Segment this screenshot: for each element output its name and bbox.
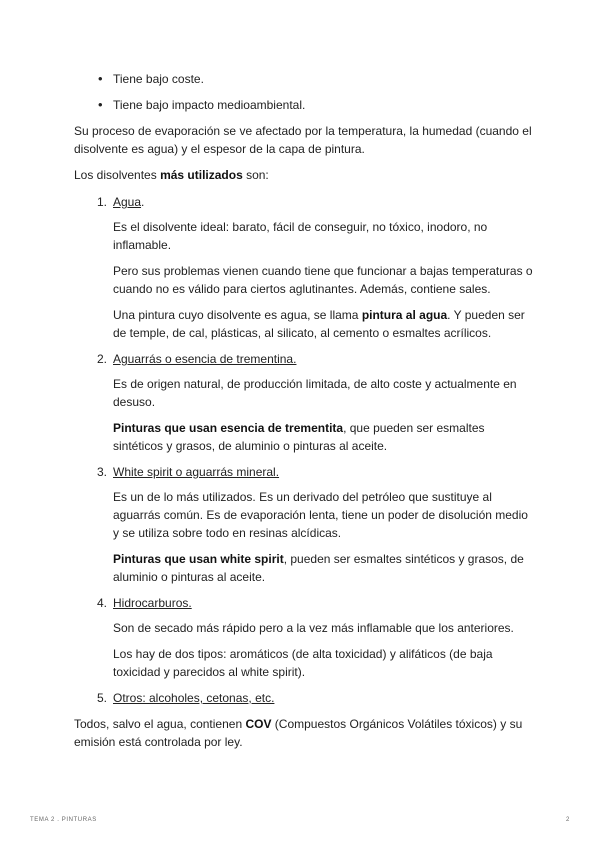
item-number: 2. [97,352,108,366]
solvents-intro-paragraph [74,166,534,184]
solvents-intro-text: Los disolventes [74,168,161,182]
list-item: • Tiene bajo impacto medioambiental. [74,96,534,114]
water-problems: Pero sus problemas vienen cuando tiene que funcionar a bajas temperaturas o cuando no es válido para ciertos aglutinantes. Además, contiene sales. [113,264,533,296]
solvent-item-turpentine [74,350,534,455]
item-number: 4. [97,596,108,610]
evaporation-paragraph: Su proceso de evaporación se ve afectado por la temperatura, la humedad (cuando el disolvente es agua) y el espesor de la capa de pintura. [74,124,532,156]
water-paint-bold: pintura al agua [361,308,448,322]
item-number: 3. [97,465,108,479]
solvents-intro-bold: más utilizados [160,168,243,182]
item-title: Otros: alcoholes, cetonas, etc. [113,691,275,705]
solvent-item-white-spirit [74,463,534,586]
turpentine-paints [113,419,534,455]
water-paint-suffix: . Y pueden ser de temple, de cal, plásticas, al silicato, al cemento o esmaltes acrílicos. [113,308,525,340]
hydrocarbons-description: Son de secado más rápido pero a la vez más inflamable que los anteriores. [113,621,514,635]
item-title-suffix: . [141,195,145,209]
item-number: 5. [97,691,108,705]
closing-suffix: (Compuestos Orgánicos Volátiles tóxicos) y su emisión está controlada por ley. [74,717,523,749]
solvent-item-hydrocarbons [74,594,534,681]
item-title: Hidrocarburos. [113,596,192,610]
solvent-item-water [74,193,534,342]
item-heading [113,193,534,211]
white-spirit-description: Es un de lo más utilizados. Es un derivado del petróleo que sustituye al aguarrás común. Es de evaporación lenta, tiene un poder de disolución medio y se utiliza sobre todo en resinas alcídicas. [113,490,528,540]
item-title: Agua [113,195,142,209]
page-number: 2 [566,817,570,823]
document-content [74,70,534,759]
water-paint-types [113,306,534,342]
list-item: • Tiene bajo coste. [74,70,534,88]
item-title: White spirit o aguarrás mineral. [113,465,280,479]
white-spirit-paints-text: , pueden ser esmaltes sintéticos y grasos, de aluminio o pinturas al aceite. [113,552,524,584]
white-spirit-paints-bold: Pinturas que usan white spirit [113,552,284,566]
item-heading [113,689,534,707]
closing-paragraph [74,715,534,751]
turpentine-paints-bold: Pinturas que usan esencia de trementita [113,421,344,435]
solvents-intro-suffix: son: [242,168,269,182]
turpentine-paints-text: , que pueden ser esmaltes sintéticos y grasos, de aluminio o pinturas al aceite. [113,421,485,453]
item-number: 1. [97,195,108,209]
advantages-list [74,70,534,114]
water-paint-text: Una pintura cuyo disolvente es agua, se llama [113,308,362,322]
item-title: Aguarrás o esencia de trementina. [113,352,297,366]
item-heading [113,463,534,481]
water-description: Es el disolvente ideal: barato, fácil de conseguir, no tóxico, inodoro, no inflamable. [113,220,488,252]
closing-bold: COV [245,717,272,731]
turpentine-description: Es de origen natural, de producción limitada, de alto coste y actualmente en desuso. [113,377,517,409]
hydrocarbons-types: Los hay de dos tipos: aromáticos (de alta toxicidad) y alifáticos (de baja toxicidad y parecidos al white spirit). [113,647,493,679]
white-spirit-paints [113,550,534,586]
solvent-item-others [74,689,534,707]
item-heading [113,594,534,612]
item-heading [113,350,534,368]
closing-text: Todos, salvo el agua, contienen [74,717,246,731]
footer-title: TEMA 2 . PINTURAS [30,817,97,823]
